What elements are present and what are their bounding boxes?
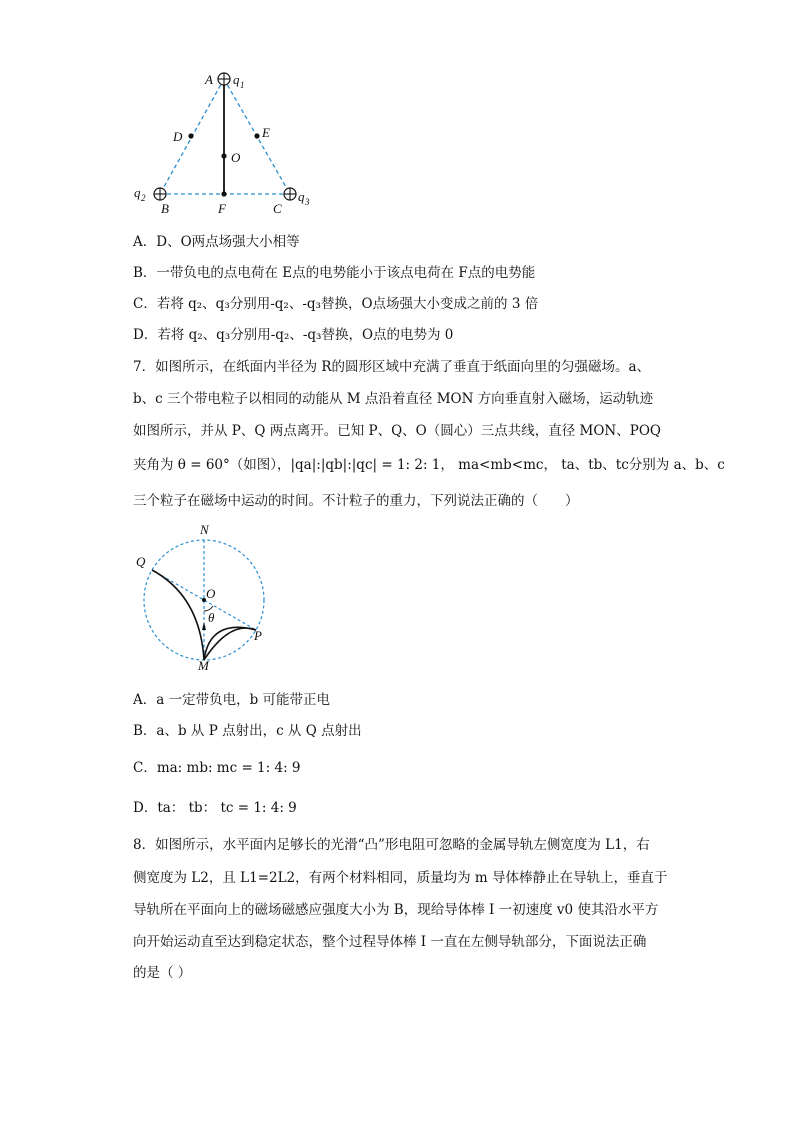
q7-line-2: b、c 三个带电粒子以相同的动能从 M 点沿着直径 MON 方向垂直射入磁场，运动轨迹 — [133, 391, 654, 407]
label-q3-sub: 3 — [305, 197, 310, 207]
charge-q2 — [154, 188, 166, 200]
q7-line-1: 7．如图所示，在纸面内半径为 R的圆形区域中充满了垂直于纸面向里的匀强磁场。a、 — [133, 359, 651, 375]
point-d — [188, 133, 193, 138]
label-q1: q — [233, 72, 240, 87]
label-a: A — [205, 72, 213, 87]
q7-option-b: B．a、b 从 P 点射出，c 从 Q 点射出 — [133, 723, 362, 739]
q8-line-3: 导轨所在平面向上的磁场磁感应强度大小为 B，现给导体棒 I 一初速度 v0 使其沿水平方 — [133, 902, 659, 918]
q7-option-c: C．ma: mb: mc = 1: 4: 9 — [133, 760, 301, 776]
label-c: C — [273, 201, 282, 216]
point-f — [221, 191, 226, 196]
point-e — [254, 133, 259, 138]
label-d: D — [173, 129, 183, 144]
trajectory-to-q — [152, 570, 204, 660]
q8-line-2: 侧宽度为 L2，且 L1=2L2，有两个材料相同，质量均为 m 导体棒静止在导轨上，垂直于 — [133, 870, 668, 886]
q7-option-d: D．ta： tb： tc = 1: 4: 9 — [133, 800, 297, 816]
label-q3: q — [298, 189, 305, 204]
q7-line-3: 如图所示，并从 P、Q 两点离开。已知 P、Q、O（圆心）三点共线，直径 MON、POQ — [133, 423, 661, 439]
label-n: N — [200, 522, 209, 537]
charge-q3 — [284, 188, 296, 200]
q6-option-c: C．若将 q₂、q₃分别用-q₂、-q₃替换，O点场强大小变成之前的 3 倍 — [133, 296, 539, 312]
label-p: P — [254, 628, 262, 643]
label-q2: q — [134, 185, 141, 200]
label-f: F — [218, 201, 226, 216]
label-o2: O — [206, 586, 216, 601]
q8-line-5: 的是（ ） — [133, 965, 192, 981]
q8-line-4: 向开始运动直至达到稳定状态，整个过程导体棒 I 一直在左侧导轨部分，下面说法正确 — [133, 934, 647, 950]
magnetic-field-figure — [130, 518, 280, 673]
trajectory-to-p-inner — [204, 628, 256, 660]
label-b: B — [161, 201, 169, 216]
point-o — [221, 153, 226, 158]
label-q1-sub: 1 — [240, 80, 245, 90]
triangle-charge-figure — [125, 60, 325, 220]
label-q: Q — [136, 554, 146, 569]
q6-option-a: A．D、O两点场强大小相等 — [133, 234, 300, 250]
q7-line-4: 夹角为 θ = 60°（如图），|qa|:|qb|:|qc| = 1: 2: 1， ma<mb<mc， ta、tb、tc分别为 a、b、c — [133, 457, 725, 473]
q7-option-a: A．a 一定带负电，b 可能带正电 — [133, 692, 331, 708]
label-o: O — [231, 150, 241, 165]
q8-line-1: 8．如图所示，水平面内足够长的光滑“凸”形电阻可忽略的金属导轨左侧宽度为 L1，右 — [133, 837, 650, 853]
q6-option-d: D．若将 q₂、q₃分别用-q₂、-q₃替换，O点的电势为 0 — [133, 327, 454, 343]
label-m: M — [198, 658, 209, 673]
label-theta: θ — [208, 610, 215, 625]
label-e: E — [262, 125, 270, 140]
velocity-arrow-icon — [202, 622, 206, 630]
q6-option-b: B．一带负电的点电荷在 E点的电势能小于该点电荷在 F点的电势能 — [133, 265, 536, 281]
label-q2-sub: 2 — [141, 193, 146, 203]
q7-line-5: 三个粒子在磁场中运动的时间。不计粒子的重力，下列说法正确的（ ） — [133, 493, 579, 509]
charge-q1 — [218, 73, 230, 85]
